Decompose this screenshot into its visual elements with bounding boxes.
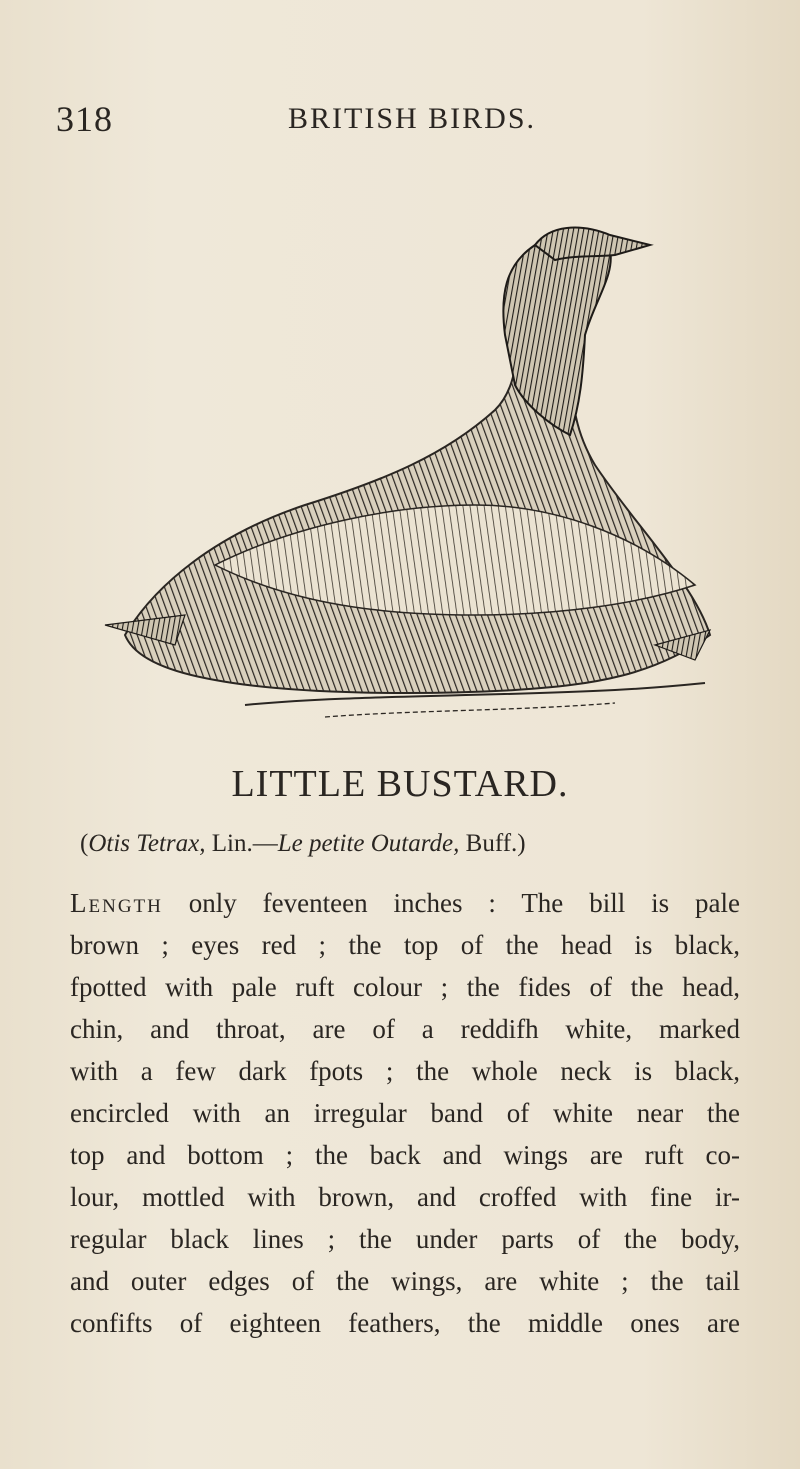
text-line: brown ; eyes red ; the top of the head is black,: [70, 930, 740, 960]
text-line: lour, mottled with brown, and croffed with fine ir-: [70, 1182, 740, 1212]
lead-word: Length: [70, 888, 163, 918]
text-line: confifts of eighteen feathers, the middle ones are: [70, 1308, 740, 1338]
page-header: [56, 98, 756, 148]
text-line: chin, and throat, are of a reddifh white, marked: [70, 1014, 740, 1044]
page-number: 318: [56, 99, 113, 139]
text-line: encircled with an irregular band of white near the: [70, 1098, 740, 1128]
buffon-ref: Buff.): [459, 830, 526, 857]
latin-name: Otis Tetrax,: [88, 830, 206, 857]
description-text: [70, 882, 740, 1344]
text-line: with a few dark fpots ; the whole neck is black,: [70, 1056, 740, 1086]
text-line: regular black lines ; the under parts of the body,: [70, 1224, 740, 1254]
text-line: Length only feventeen inches : The bill is pale: [70, 888, 740, 918]
little-bustard-engraving-icon: [95, 205, 725, 745]
open-paren: (: [80, 830, 89, 857]
text-line: and outer edges of the wings, are white ; the tail: [70, 1266, 740, 1296]
text-line: fpotted with pale ruft colour ; the fides of the head,: [70, 972, 740, 1002]
species-synonyms: [80, 830, 526, 858]
french-name: Le petite Outarde,: [277, 830, 460, 857]
bird-illustration: [95, 205, 725, 745]
running-title: BRITISH BIRDS.: [288, 102, 537, 135]
linnaeus-ref: Lin.—: [205, 830, 278, 857]
species-title: LITTLE BUSTARD.: [231, 763, 569, 805]
text-line: top and bottom ; the back and wings are ruft co-: [70, 1140, 740, 1170]
